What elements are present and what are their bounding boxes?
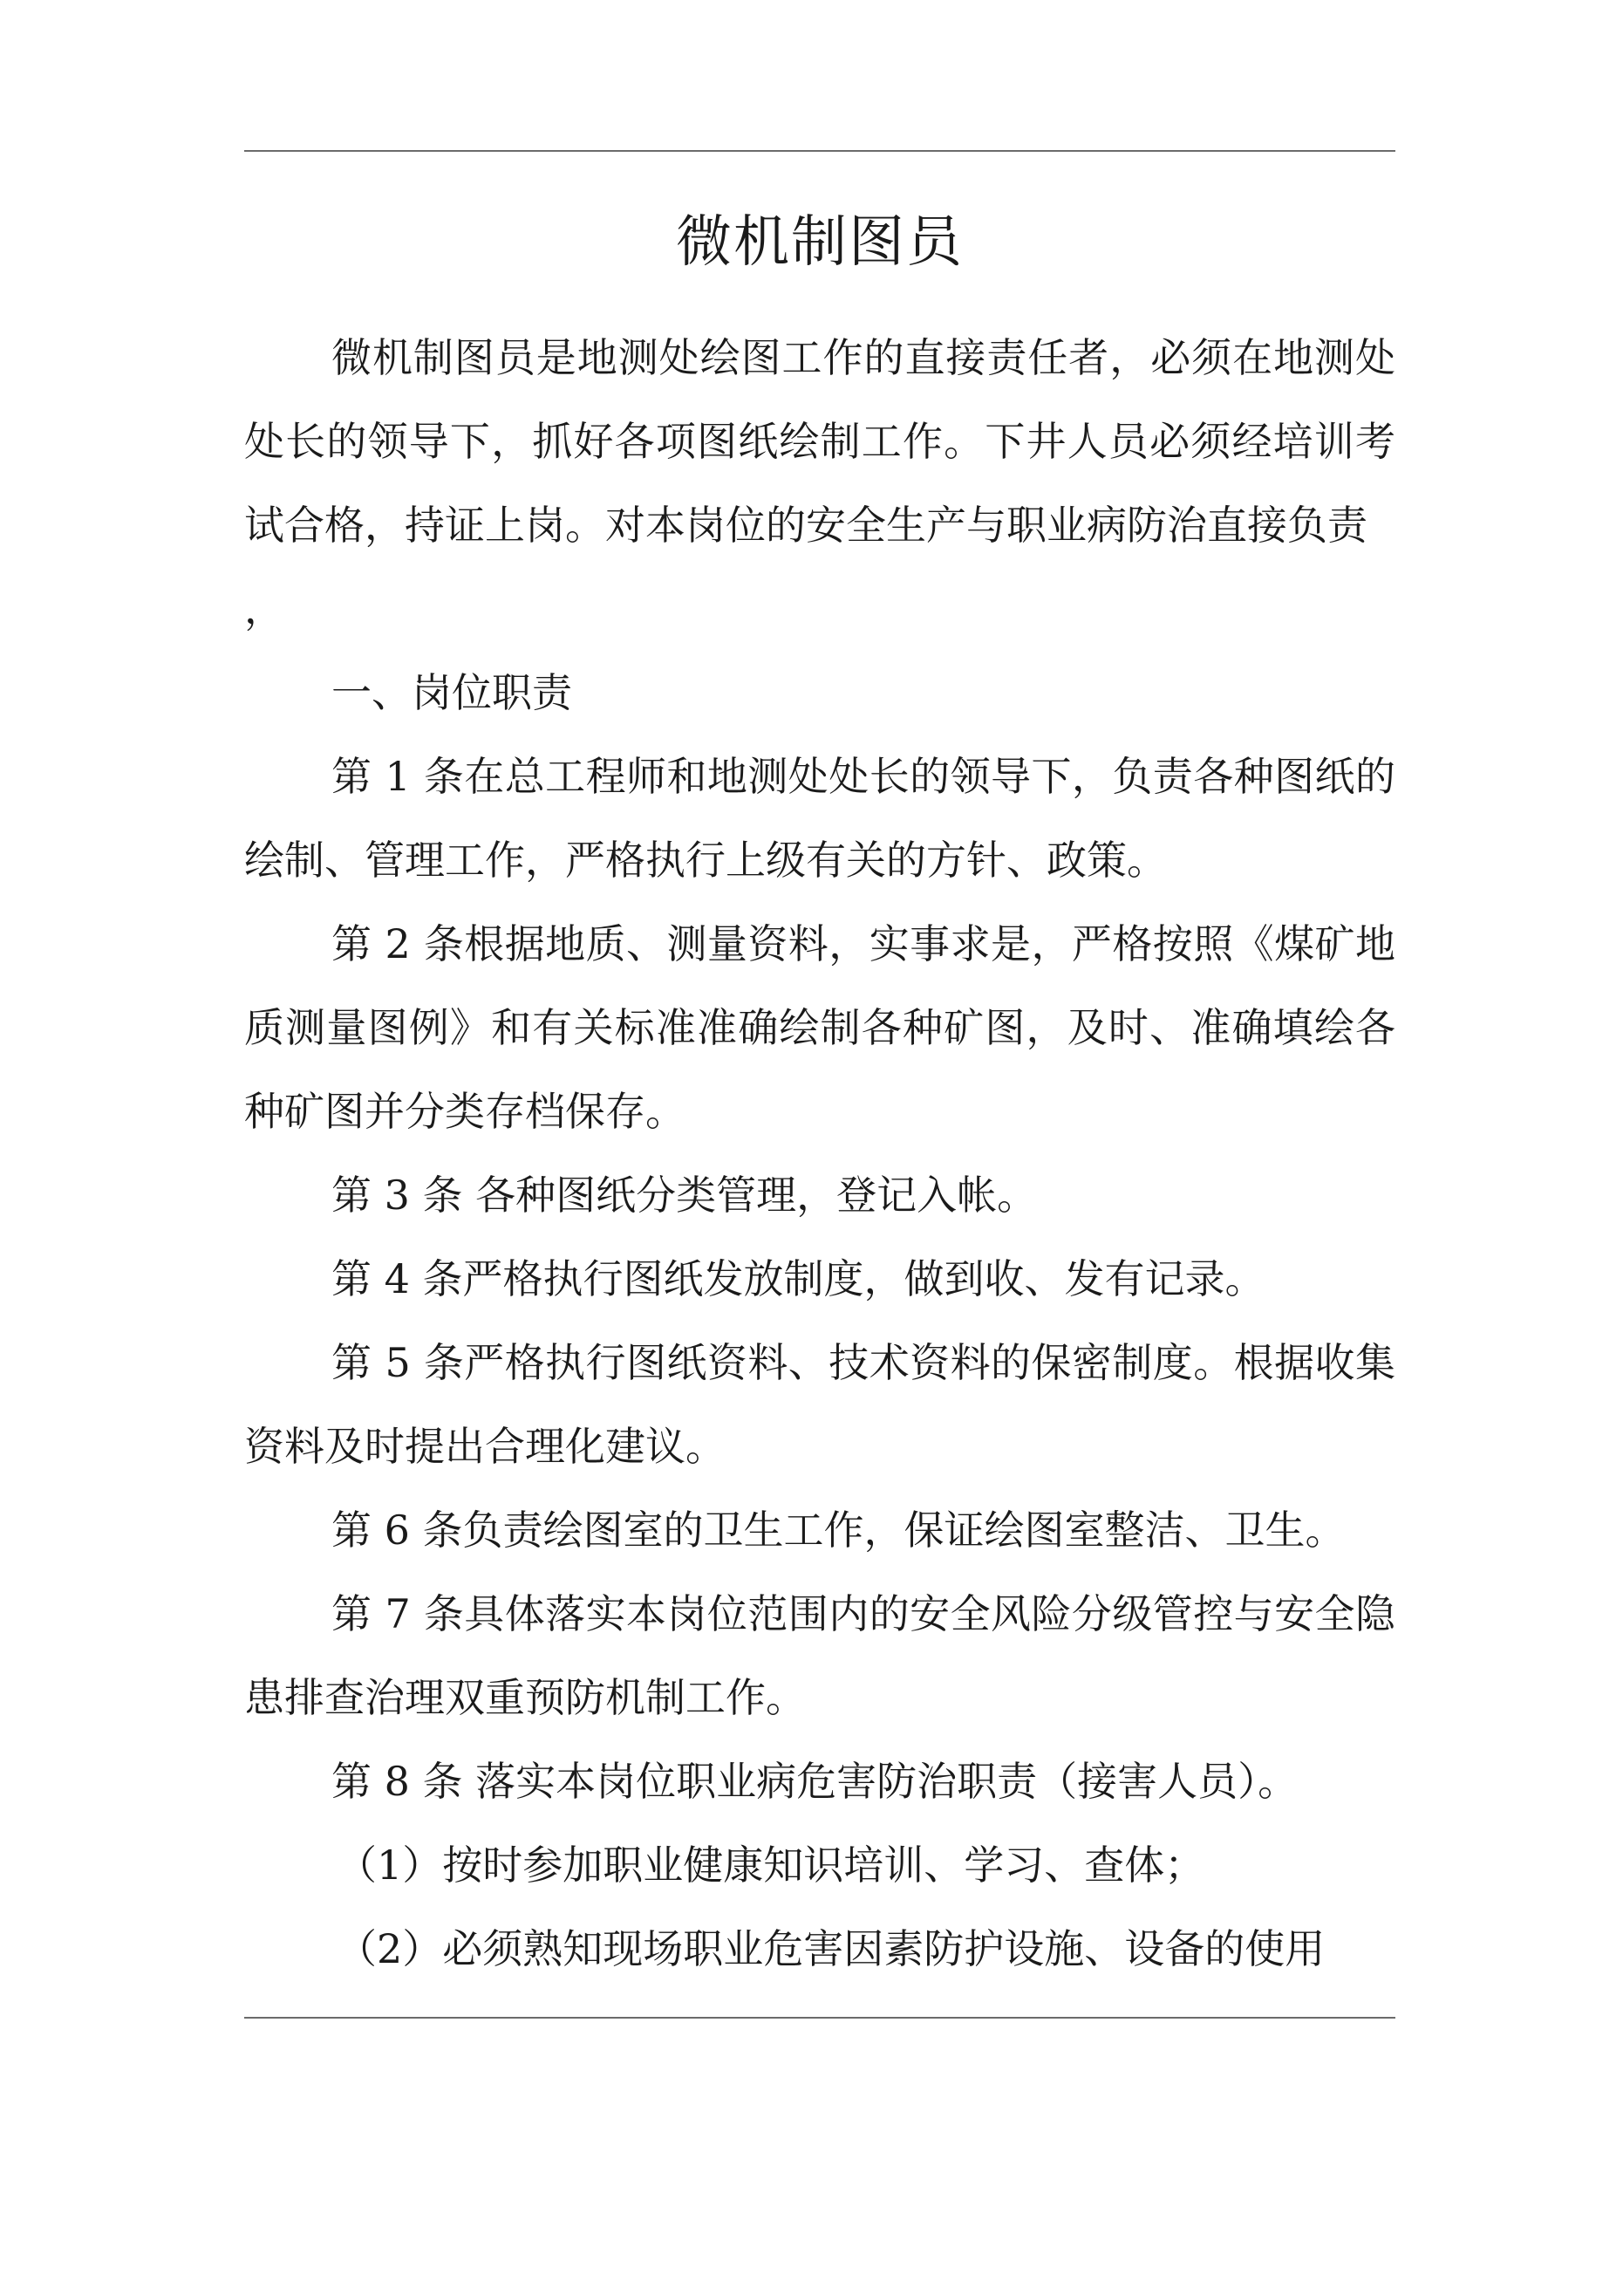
footer-rule [244,2017,1395,2019]
intro-continuation: ， [244,585,284,632]
intro-paragraph: 微机制图员是地测处绘图工作的直接责任者，必须在地测处处长的领导下，抓好各项图纸绘制工作。下井人员必须经培训考试合格，持证上岗。对本岗位的安全生产与职业病防治直接负责 [244,334,1395,549]
list-item-2: （2）必须熟知现场职业危害因素防护设施、设备的使用 [337,1925,1326,1972]
document-body [244,316,1395,1991]
article-7: 第 7 条具体落实本岗位范围内的安全风险分级管控与安全隐患排查治理双重预防机制工作。 [244,1590,1395,1721]
article-4: 第 4 条严格执行图纸发放制度，做到收、发有记录。 [331,1255,1265,1302]
article-1: 第 1 条在总工程师和地测处处长的领导下，负责各种图纸的绘制、管理工作，严格执行上级有关的方针、政策。 [244,753,1395,884]
document-title: 微机制图员 [676,210,964,275]
article-3: 第 3 条 各种图纸分类管理，登记入帐。 [331,1172,1038,1219]
header-rule [244,150,1395,152]
section-heading: 一、岗位职责 [331,669,572,716]
article-6: 第 6 条负责绘图室的卫生工作，保证绘图室整洁、卫生。 [331,1507,1346,1554]
article-5: 第 5 条严格执行图纸资料、技术资料的保密制度。根据收集资料及时提出合理化建议。 [244,1339,1395,1470]
article-8: 第 8 条 落实本岗位职业病危害防治职责（接害人员）。 [331,1758,1299,1805]
article-2: 第 2 条根据地质、测量资料，实事求是，严格按照《煤矿地质测量图例》和有关标准准确绘制各种矿图，及时、准确填绘各种矿图并分类存档保存。 [244,920,1395,1135]
list-item-1: （1）按时参加职业健康知识培训、学习、查体； [337,1842,1205,1889]
